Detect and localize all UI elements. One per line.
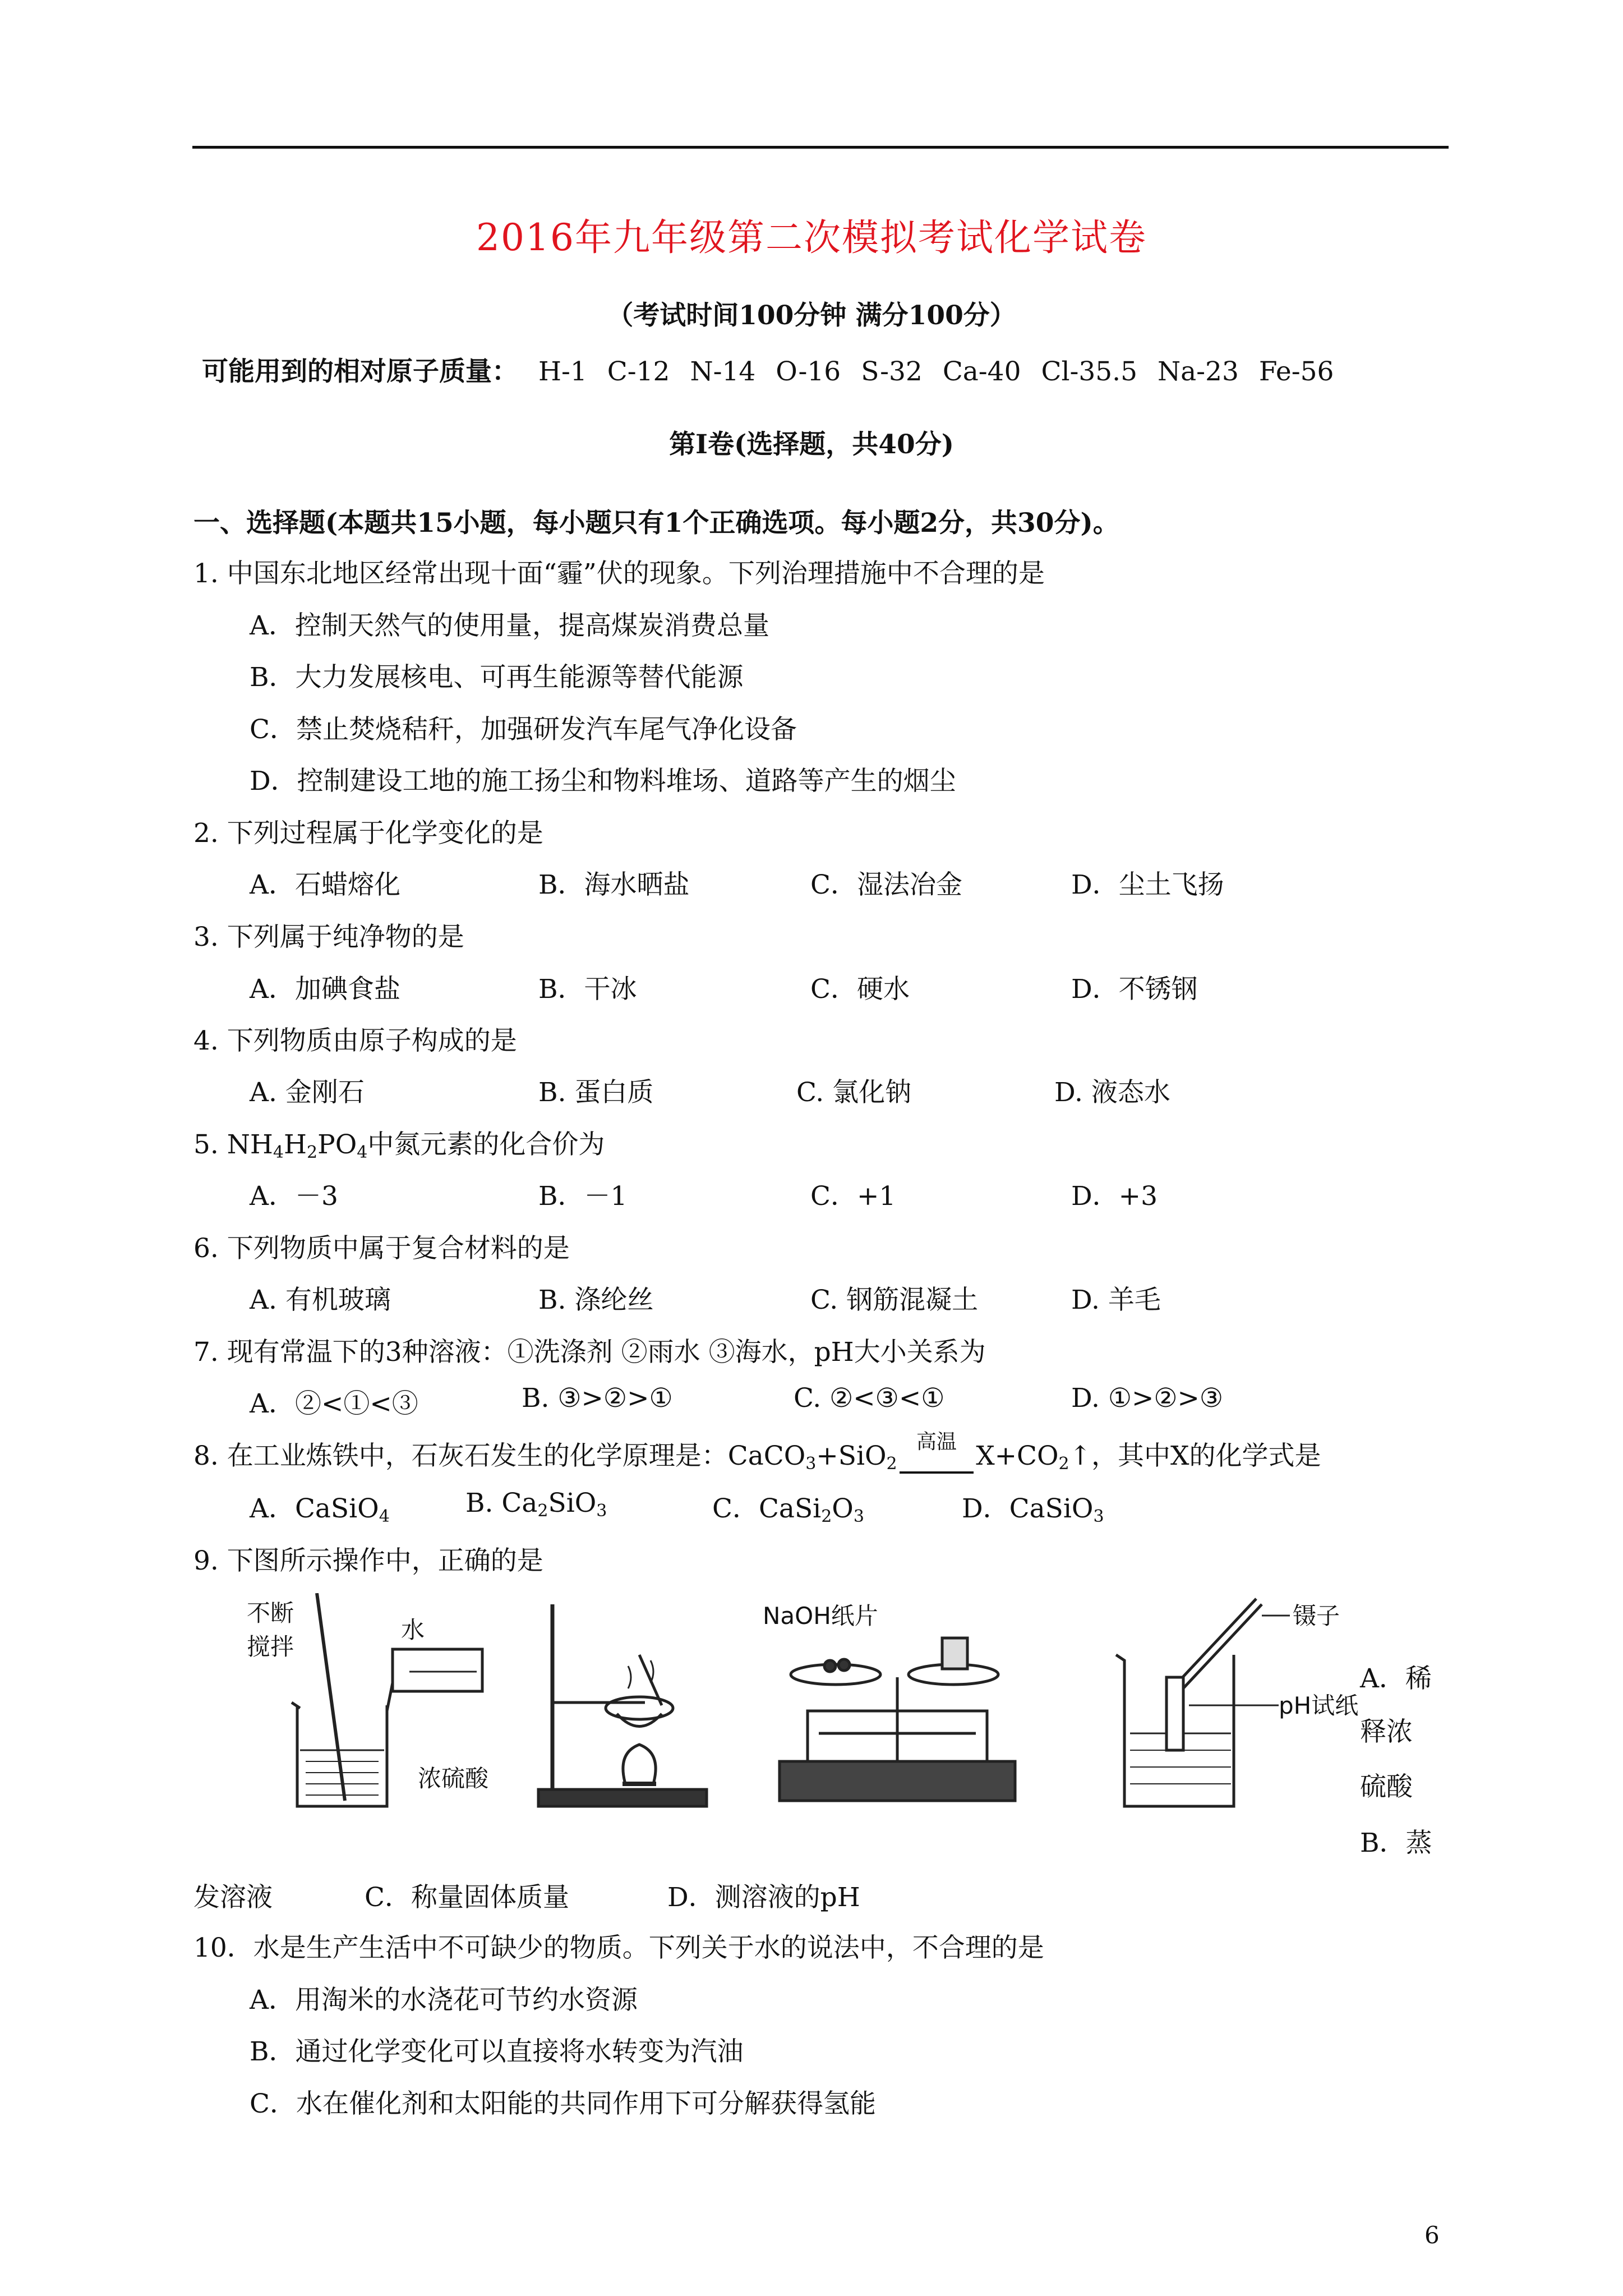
question-10: 10．水是生产生活中不可缺少的物质。下列关于水的说法中，不合理的是 <box>193 1932 1044 1963</box>
mass-item: Na-23 <box>1158 356 1239 387</box>
mass-item: Ca-40 <box>942 356 1021 387</box>
question-3: 3. 下列属于纯净物的是 <box>193 922 464 953</box>
q1-option-c: C．禁止焚烧秸秆，加强研发汽车尾气净化设备 <box>250 714 797 745</box>
q2-option-a: A．石蜡熔化 <box>250 869 400 900</box>
q1-option-a: A．控制天然气的使用量，提高煤炭消费总量 <box>250 610 769 641</box>
section-heading: 一、选择题(本题共15小题，每小题只有1个正确选项。每小题2分，共30分)。 <box>193 508 1119 539</box>
q5-option-a: A．－3 <box>250 1181 338 1212</box>
masses-label: 可能用到的相对原子质量： <box>202 356 518 387</box>
q1-option-b: B．大力发展核电、可再生能源等替代能源 <box>250 662 744 693</box>
lab-figure-svg <box>224 1593 1447 1829</box>
mass-item: Cl-35.5 <box>1041 356 1138 387</box>
question-9: 9. 下图所示操作中，正确的是 <box>193 1545 543 1576</box>
q9-option-b-tail: 发溶液 <box>193 1882 273 1913</box>
q6-option-b: B. 涤纶丝 <box>538 1285 654 1315</box>
stir-label: 不断 <box>247 1599 294 1627</box>
ph-paper-label: pH试纸 <box>1279 1692 1359 1719</box>
q9-side-b: B．蒸 <box>1360 1828 1432 1858</box>
q7-option-d: D. ①>②>③ <box>1071 1383 1224 1414</box>
q8-option-c: C．$CaSi_2O_3$ <box>712 1493 864 1526</box>
q4-option-d: D. 液态水 <box>1054 1077 1170 1108</box>
mass-item: H-1 <box>538 356 587 387</box>
q9-side-a3: 硫酸 <box>1360 1772 1413 1802</box>
q9-side-a1: A．稀 <box>1360 1663 1432 1694</box>
q4-option-a: A. 金刚石 <box>250 1077 365 1108</box>
q3-option-b: B．干冰 <box>538 974 637 1005</box>
q9-side-a2: 释浓 <box>1360 1717 1413 1747</box>
q7-option-c: C. ②<③<① <box>794 1383 945 1414</box>
q9-option-c: C．称量固体质量 <box>365 1882 569 1913</box>
q8-option-b: B. $Ca_2SiO_3$ <box>465 1488 607 1521</box>
page-number: 6 <box>1424 2221 1440 2249</box>
q3-option-a: A．加碘食盐 <box>250 974 400 1005</box>
q7-option-b: B. ③>②>① <box>522 1383 673 1414</box>
panel-ph-test <box>1116 1599 1290 1806</box>
q4-option-b: B. 蛋白质 <box>538 1077 654 1108</box>
q5-option-b: B．－1 <box>538 1181 628 1212</box>
question-7: 7. 现有常温下的3种溶液：①洗涤剂 ②雨水 ③海水，pH大小关系为 <box>193 1337 986 1368</box>
reaction-condition: 高温 <box>900 1441 974 1474</box>
q6-option-d: D. 羊毛 <box>1071 1285 1161 1315</box>
q8-option-a: A．CaSiO$_4$ <box>250 1493 390 1526</box>
mass-item: O-16 <box>776 356 841 387</box>
mass-item: C-12 <box>607 356 670 387</box>
q3-option-c: C．硬水 <box>810 974 910 1005</box>
water-label: 水 <box>401 1616 425 1644</box>
q2-option-c: C．湿法冶金 <box>810 869 962 900</box>
page-title: 2016年九年级第二次模拟考试化学试卷 <box>476 216 1147 259</box>
lab-operations-figure <box>224 1593 1447 1829</box>
q5-option-c: C．+1 <box>810 1181 896 1212</box>
q10-option-c: C．水在催化剂和太阳能的共同作用下可分解获得氢能 <box>250 2088 876 2119</box>
mass-item: Fe-56 <box>1258 356 1334 387</box>
q9-option-d: D．测溶液的pH <box>667 1882 860 1913</box>
naoh-label: NaOH纸片 <box>763 1602 878 1630</box>
mass-item: S-32 <box>861 356 923 387</box>
q2-option-d: D．尘土飞扬 <box>1071 869 1224 900</box>
q1-option-d: D．控制建设工地的施工扬尘和物料堆场、道路等产生的烟尘 <box>250 766 956 797</box>
top-rule <box>192 146 1449 149</box>
exam-info: （考试时间100分钟 满分100分） <box>607 300 1016 331</box>
tweezers-label: 镊子 <box>1293 1602 1340 1630</box>
part-heading: 第Ⅰ卷(选择题，共40分) <box>669 429 954 460</box>
question-4: 4. 下列物质由原子构成的是 <box>193 1025 517 1056</box>
question-2: 2. 下列过程属于化学变化的是 <box>193 818 543 849</box>
q5-option-d: D．+3 <box>1071 1181 1158 1212</box>
q6-option-a: A. 有机玻璃 <box>250 1285 391 1315</box>
acid-label: 浓硫酸 <box>418 1765 489 1792</box>
q4-option-c: C. 氯化钠 <box>796 1077 912 1108</box>
question-8: 8. 在工业炼铁中，石灰石发生的化学原理是：CaCO$_3$+SiO$_2$ 高温 $X+CO_2↑$，其中X的化学式是 <box>193 1430 1321 1474</box>
question-5: 5. $NH_4H_2PO_4$中氮元素的化合价为 <box>193 1129 605 1162</box>
q7-option-a: A．②<①<③ <box>250 1388 418 1419</box>
q6-option-c: C. 钢筋混凝土 <box>810 1285 979 1315</box>
q3-option-d: D．不锈钢 <box>1071 974 1198 1005</box>
q10-option-b: B．通过化学变化可以直接将水转变为汽油 <box>250 2036 744 2067</box>
q8-option-d: D．CaSiO$_3$ <box>962 1493 1104 1526</box>
question-1: 1. 中国东北地区经常出现十面“霾”伏的现象。下列治理措施中不合理的是 <box>193 558 1045 589</box>
q10-option-a: A．用淘米的水浇花可节约水资源 <box>250 1985 638 2016</box>
q2-option-b: B．海水晒盐 <box>538 869 690 900</box>
mass-item: N-14 <box>690 356 756 387</box>
panel-balance <box>780 1638 1015 1801</box>
question-6: 6. 下列物质中属于复合材料的是 <box>193 1233 570 1264</box>
panel-evaporation <box>538 1604 707 1806</box>
stir-label-2: 搅拌 <box>247 1633 294 1660</box>
atomic-masses <box>202 351 1334 388</box>
